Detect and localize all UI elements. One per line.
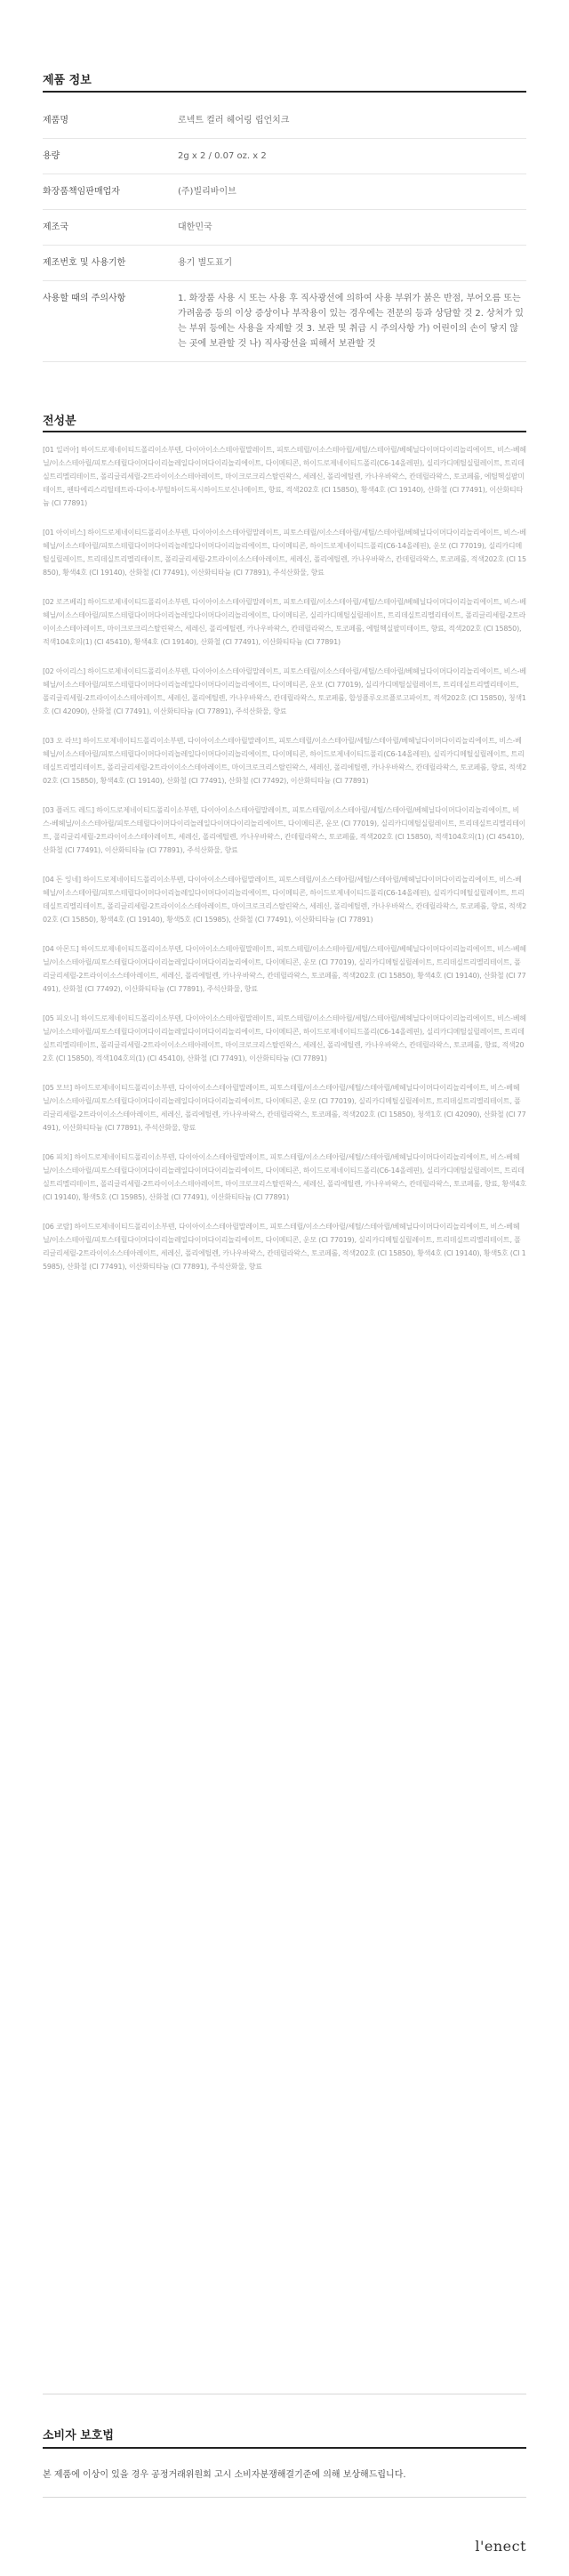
row-value: 2g x 2 / 0.07 oz. x 2	[178, 139, 526, 174]
ingredient-block: [04 아몬드] 하이드로제네이티드폴리이소부텐, 다이아이소스테아릴말레이트, 피토스테릴/이소스테아릴/세틸/스테아릴/베헤닐다이머다이리놀리에이트, 비스-베헤닐/이소스테아릴/피토스테릴다이머다이리놀레일다이머다이리놀리에이트, 다이메티콘, 운모 (CI 77019), 실리카디메틸실릴레이트, 트리데실트리멜리테이트, 폴리글리세릴-2트라이이소스테아레이트, 세레신, 폴리에틸렌, 카나우바왁스, 칸데릴라왁스, 토코페롤, 적색202호 (CI 15850), 황색4호 (CI 19140), 산화철 (CI 77491), 산화철 (CI 77492), 이산화티타늄 (CI 77891), 주석산화물, 향료	[43, 945, 526, 993]
ingredient-block: [03 플러드 레드] 하이드로제네이티드폴리이소부텐, 다이아이소스테아릴말레이트, 피토스테릴/이소스테아릴/세틸/스테아릴/베헤닐다이머다이리놀리에이트, 비스-베헤닐/이소스테아릴/피토스테릴다이머다이리놀레일다이머다이리놀리에이트, 다이메티콘, 운모 (CI 77019), 실리카디메틸실릴레이트, 트리데실트리멜리테이트, 폴리글리세릴-2트라이이소스테아레이트, 세레신, 폴리에틸렌, 카나우바왁스, 칸데릴라왁스, 토코페롤, 적색202호 (CI 15850), 적색104호의(1) (CI 45410), 산화철 (CI 77491), 이산화티타늄 (CI 77891), 주석산화물, 향료	[43, 806, 526, 854]
consumer-divider	[43, 2497, 526, 2498]
table-row	[43, 139, 526, 174]
ingredient-block: [06 코랄] 하이드로제네이티드폴리이소부텐, 다이아이소스테아릴말레이트, 피토스테릴/이소스테아릴/세틸/스테아릴/베헤닐다이머다이리놀리에이트, 비스-베헤닐/이소스테아릴/피토스테릴다이머다이리놀레일다이머다이리놀리에이트, 다이메티콘, 운모 (CI 77019), 실리카디메틸실릴레이트, 트리데실트리멜리테이트, 폴리글리세릴-2트라이이소스테아레이트, 세레신, 폴리에틸렌, 카나우바왁스, 칸데릴라왁스, 토코페롤, 적색202호 (CI 15850), 황색4호 (CI 19140), 황색5호 (CI 15985), 산화철 (CI 77491), 이산화티타늄 (CI 77891), 주석산화물, 향료	[43, 1223, 526, 1271]
row-key: 화장품책임판매업자	[43, 174, 178, 210]
ingredient-block: [04 돈 잉네] 하이드로제네이티드폴리이소부텐, 다이아이소스테아릴말레이트, 피토스테릴/이소스테아릴/세틸/스테아릴/베헤닐다이머다이리놀리에이트, 비스-베헤닐/이소스테아릴/피토스테릴다이머다이리놀레일다이머다이리놀리에이트, 다이메티콘, 하이드로제네이티드폴리(C6-14올레핀), 실리카디메틸실릴레이트, 트리데실트리멜리테이트, 폴리글리세릴-2트라이이소스테아레이트, 마이크로크리스탈린왁스, 세레신, 폴리에틸렌, 카나우바왁스, 칸데릴라왁스, 토코페롤, 향료, 적색202호 (CI 15850), 황색4호 (CI 19140), 황색5호 (CI 15985), 산화철 (CI 77491), 이산화티타늄 (CI 77891)	[43, 876, 526, 924]
ingredient-block: [06 피치] 하이드로제네이티드폴리이소부텐, 다이아이소스테아릴말레이트, 피토스테릴/이소스테아릴/세틸/스테아릴/베헤닐다이머다이리놀리에이트, 비스-베헤닐/이소스테아릴/피토스테릴다이머다이리놀레일다이머다이리놀리에이트, 다이메티콘, 하이드로제네이티드폴리(C6-14올레핀), 실리카디메틸실릴레이트, 트리데실트리멜리테이트, 폴리글리세릴-2트라이이소스테아레이트, 마이크로크리스탈린왁스, 세레신, 폴리에틸렌, 카나우바왁스, 칸데릴라왁스, 토코페롤, 향료, 황색4호 (CI 19140), 황색5호 (CI 15985), 산화철 (CI 77491), 이산화티타늄 (CI 77891)	[43, 1153, 526, 1201]
product-info-rule	[43, 91, 526, 93]
ingredients-title: 전성분	[43, 415, 76, 428]
ingredient-block: [05 모브] 하이드로제네이티드폴리이소부텐, 다이아이소스테아릴말레이트, 피토스테릴/이소스테아릴/세틸/스테아릴/베헤닐다이머다이리놀리에이트, 비스-베헤닐/이소스테아릴/피토스테릴다이머다이리놀레일다이머다이리놀리에이트, 다이메티콘, 운모 (CI 77019), 실리카디메틸실릴레이트, 트리데실트리멜리테이트, 폴리글리세릴-2트라이이소스테아레이트, 세레신, 폴리에틸렌, 카나우바왁스, 칸데릴라왁스, 토코페롤, 적색202호 (CI 15850), 청색1호 (CI 42090), 산화철 (CI 77491), 이산화티타늄 (CI 77891), 주석산화물, 향료	[43, 1084, 526, 1132]
row-key: 제조번호 및 사용기한	[43, 246, 178, 281]
table-row	[43, 103, 526, 139]
ingredient-block: [02 로즈베리] 하이드로제네이티드폴리이소부텐, 다이아이소스테아릴말레이트, 피토스테릴/이소스테아릴/세틸/스테아릴/베헤닐다이머다이리놀리에이트, 비스-베헤닐/이소스테아릴/피토스테릴다이머다이리놀레일다이머다이리놀리에이트, 다이메티콘, 실리카디메틸실릴레이트, 트리데실트리멜리테이트, 폴리글리세릴-2트라이이소스테아레이트, 마이크로크리스탈린왁스, 세레신, 폴리에틸렌, 카나우바왁스, 칸데릴라왁스, 토코페롤, 에틸헥실팔미테이트, 향료, 적색202호 (CI 15850), 적색104호의(1) (CI 45410), 황색4호 (CI 19140), 산화철 (CI 77491), 이산화티타늄 (CI 77891)	[43, 598, 526, 646]
row-key: 용량	[43, 139, 178, 174]
row-key: 제조국	[43, 210, 178, 246]
consumer-rule	[43, 2447, 526, 2449]
row-value: 1. 화장품 사용 시 또는 사용 후 직사광선에 의하여 사용 부위가 붉은 반점, 부어오름 또는 가려움증 등의 이상 증상이나 부작용이 있는 경우에는 전문의 등과 상담할 것 2. 상처가 있는 부위 등에는 사용을 자제할 것 3. 보관 및 취급 시 주의사항 가) 어린이의 손이 닿지 않는 곳에 보관할 것 나) 직사광선을 피해서 보관할 것	[178, 281, 526, 362]
table-row	[43, 246, 526, 281]
row-key: 제품명	[43, 103, 178, 139]
ingredient-block: [01 아이비스] 하이드로제네이티드폴리이소부텐, 다이아이소스테아릴말레이트, 피토스테릴/이소스테아릴/세틸/스테아릴/베헤닐다이머다이리놀리에이트, 비스-베헤닐/이소스테아릴/피토스테릴다이머다이리놀레일다이머다이리놀리에이트, 다이메티콘, 하이드로제네이티드폴리(C6-14올레핀), 운모 (CI 77019), 실리카디메틸실릴레이트, 트리데실트리멜리테이트, 폴리글리세릴-2트라이이소스테아레이트, 세레신, 폴리에틸렌, 카나우바왁스, 칸데릴라왁스, 토코페롤, 적색202호 (CI 15850), 황색4호 (CI 19140), 산화철 (CI 77491), 이산화티타늄 (CI 77891), 주석산화물, 향료	[43, 529, 526, 577]
ingredients-list	[43, 443, 526, 1273]
ingredient-block: [03 오 라브] 하이드로제네이티드폴리이소부텐, 다이아이소스테아릴말레이트, 피토스테릴/이소스테아릴/세틸/스테아릴/베헤닐다이머다이리놀리에이트, 비스-베헤닐/이소스테아릴/피토스테릴다이머다이리놀레일다이머다이리놀리에이트, 다이메티콘, 하이드로제네이티드폴리(C6-14올레핀), 실리카디메틸실릴레이트, 트리데실트리멜리테이트, 폴리글리세릴-2트라이이소스테아레이트, 마이크로크리스탈린왁스, 세레신, 폴리에틸렌, 카나우바왁스, 칸데릴라왁스, 토코페롤, 향료, 적색202호 (CI 15850), 황색4호 (CI 19140), 산화철 (CI 77491), 산화철 (CI 77492), 이산화티타늄 (CI 77891)	[43, 737, 526, 785]
ingredient-block: [02 아이리스] 하이드로제네이티드폴리이소부텐, 다이아이소스테아릴말레이트, 피토스테릴/이소스테아릴/세틸/스테아릴/베헤닐다이머다이리놀리에이트, 비스-베헤닐/이소스테아릴/피토스테릴다이머다이리놀레일다이머다이리놀리에이트, 다이메티콘, 운모 (CI 77019), 실리카디메틸실릴레이트, 트리데실트리멜리테이트, 폴리글리세릴-2트라이이소스테아레이트, 세레신, 폴리에틸렌, 카나우바왁스, 칸데릴라왁스, 토코페롤, 합성플루오르플로고파이트, 적색202호 (CI 15850), 청색1호 (CI 42090), 산화철 (CI 77491), 이산화티타늄 (CI 77891), 주석산화물, 향료	[43, 667, 526, 715]
product-info-title: 제품 정보	[43, 74, 92, 87]
row-value: 대한민국	[178, 210, 526, 246]
table-row	[43, 281, 526, 362]
product-info-table	[43, 103, 526, 362]
table-row	[43, 210, 526, 246]
row-value: 로넥트 컬러 헤어링 립언치크	[178, 103, 526, 139]
ingredient-block: [01 일러아] 하이드로제네이티드폴리이소부텐, 다이아이소스테아릴말레이트, 피토스테릴/이소스테아릴/세틸/스테아릴/베헤닐다이머다이리놀리에이트, 비스-베헤닐/이소스테아릴/피토스테릴다이머다이리놀레일다이머다이리놀리에이트, 다이메티콘, 하이드로제네이티드폴리(C6-14올레핀), 실리카디메틸실릴레이트, 트리데실트리멜리테이트, 폴리글리세릴-2트라이이소스테아레이트, 마이크로크리스탈린왁스, 세레신, 폴리에틸렌, 카나우바왁스, 칸데릴라왁스, 토코페롤, 에틸헥실팔미테이트, 펜타에리스리틸테트라-다이-t-부틸하이드록시하이드로신나메이트, 향료, 적색202호 (CI 15850), 황색4호 (CI 19140), 산화철 (CI 77491), 이산화티타늄 (CI 77891)	[43, 446, 526, 507]
row-value: (주)빌리바이브	[178, 174, 526, 210]
row-value: 용기 별도표기	[178, 246, 526, 281]
table-row	[43, 174, 526, 210]
consumer-title: 소비자 보호법	[43, 2429, 114, 2443]
brand-logo: l'enect	[475, 2538, 526, 2555]
consumer-notice: 본 제품에 이상이 있을 경우 공정거래위원회 고시 소비자분쟁해결기준에 의해 보상해드립니다.	[43, 2470, 406, 2480]
ingredients-rule	[43, 431, 526, 432]
ingredient-block: [05 피오니] 하이드로제네이티드폴리이소부텐, 다이아이소스테아릴말레이트, 피토스테릴/이소스테아릴/세틸/스테아릴/베헤닐다이머다이리놀리에이트, 비스-베헤닐/이소스테아릴/피토스테릴다이머다이리놀레일다이머다이리놀리에이트, 다이메티콘, 하이드로제네이티드폴리(C6-14올레핀), 실리카디메틸실릴레이트, 트리데실트리멜리테이트, 폴리글리세릴-2트라이이소스테아레이트, 마이크로크리스탈린왁스, 세레신, 폴리에틸렌, 카나우바왁스, 칸데릴라왁스, 토코페롤, 향료, 적색202호 (CI 15850), 적색104호의(1) (CI 45410), 산화철 (CI 77491), 이산화티타늄 (CI 77891)	[43, 1014, 526, 1062]
row-key: 사용할 때의 주의사항	[43, 281, 178, 362]
